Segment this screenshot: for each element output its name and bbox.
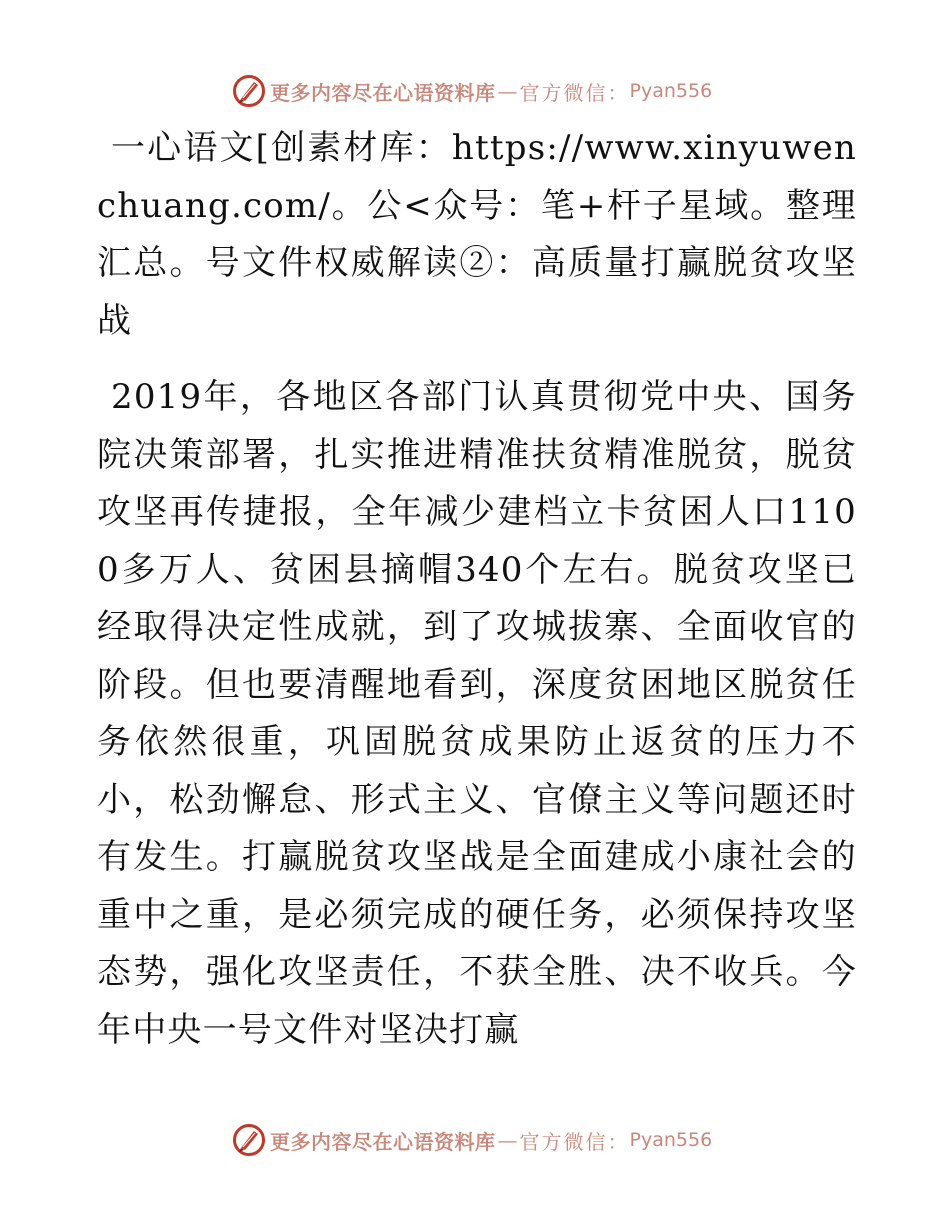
header-watermark: [232, 72, 732, 110]
watermark-side-text: 官方微信：: [519, 1129, 630, 1154]
watermark-wechat-id: Pyan556: [629, 80, 713, 102]
paragraph-main: 2019年，各地区各部门认真贯彻党中央、国务院决策部署，扎实推进精准扶贫精准脱贫，脱贫攻坚再传捷报，全年减少建档立卡贫困人口1100多万人、贫困县摘帽340个左右。脱贫攻坚已经取得决定性成就，到了攻城拔寨、全面收官的阶段。但也要清醒地看到，深度贫困地区脱贫任务依然很重，巩固脱贫成果防止返贫的压力不小，松劲懈怠、形式主义、官僚主义等问题还时有发生。打赢脱贫攻坚战是全面建成小康社会的重中之重，是必须完成的硬任务，必须保持攻坚态势，强化攻坚责任，不获全胜、决不收兵。今年中央一号文件对坚决打赢: [97, 377, 857, 1050]
watermark-main-text: 更多内容尽在心语资料库: [270, 1129, 496, 1154]
quill-pen-logo-icon: [232, 74, 266, 108]
watermark-main-text: 更多内容尽在心语资料库: [270, 80, 496, 105]
watermark-dash: —: [497, 1128, 518, 1152]
footer-watermark: [232, 1121, 732, 1159]
paragraph-title: 一心语文[创素材库：https://www.xinyuwenchuang.com/。公<众号：笔+杆子星域。整理汇总。号文件权威解读②：高质量打赢脱贫攻坚战: [97, 128, 857, 341]
watermark-dash: —: [497, 79, 518, 103]
document-body: [97, 120, 857, 1059]
watermark-side-text: 官方微信：: [519, 80, 630, 105]
watermark-wechat-id: Pyan556: [629, 1129, 713, 1151]
quill-pen-logo-icon: [232, 1123, 266, 1157]
